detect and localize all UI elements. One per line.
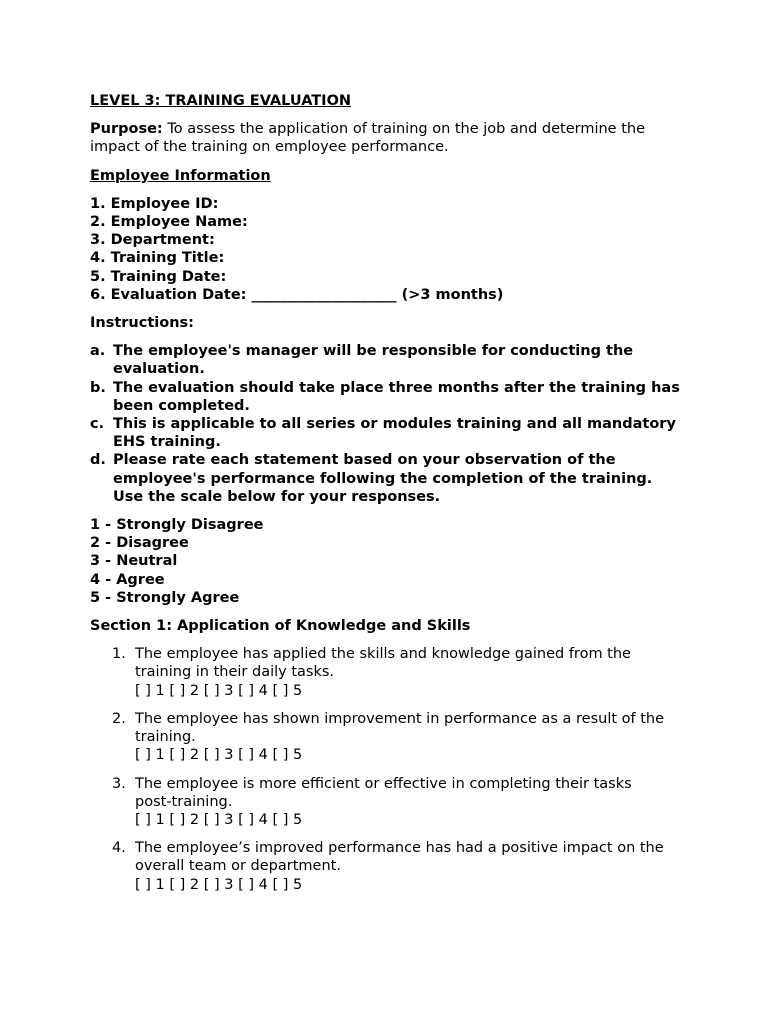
employee-info-item: 1. Employee ID:: [90, 195, 219, 212]
question-text: The employee has applied the skills and knowledge gained from the training in their daily tasks.: [135, 646, 631, 681]
document-content: [90, 92, 690, 894]
question-item: [112, 775, 690, 830]
employee-info-item: 5. Training Date:: [90, 268, 227, 285]
employee-info-item: 2. Employee Name:: [90, 214, 248, 231]
instruction-text: The evaluation should take place three months after the training has been completed.: [113, 379, 680, 414]
instructions-list: [90, 342, 690, 506]
purpose-text: To assess the application of training on the job and determine the impact of the training on employee performance.: [90, 121, 645, 156]
question-number: 4.: [112, 840, 126, 857]
employee-info-list: [90, 195, 690, 304]
question-text: The employee’s improved performance has had a positive impact on the overall team or department.: [135, 840, 664, 875]
instruction-item: [90, 415, 690, 451]
instruction-marker: a.: [90, 343, 106, 360]
instruction-text: This is applicable to all series or modules training and all mandatory EHS training.: [113, 416, 676, 451]
instruction-text: The employee's manager will be responsible for conducting the evaluation.: [113, 343, 634, 378]
question-text: The employee is more efficient or effective in completing their tasks post-training.: [135, 775, 632, 810]
question-body: [135, 710, 690, 765]
question-item: [112, 645, 690, 700]
rating-scale-item: 5 - Strongly Agree: [90, 589, 240, 606]
instructions-heading: Instructions:: [90, 315, 194, 332]
document-title: LEVEL 3: TRAINING EVALUATION: [90, 93, 352, 109]
instruction-item: [90, 379, 690, 415]
rating-scale-item: 1 - Strongly Disagree: [90, 517, 264, 534]
instruction-text: Please rate each statement based on your observation of the employee's performance following the completion of the training. Use the scale below for your responses.: [113, 452, 653, 505]
question-text: The employee has shown improvement in performance as a result of the training.: [135, 710, 665, 746]
instruction-item: [90, 451, 690, 506]
purpose-label: Purpose:: [90, 121, 163, 138]
employee-info-heading: Employee Information: [90, 167, 271, 184]
instruction-item: [90, 342, 690, 378]
question-item: [112, 839, 690, 894]
employee-info-item: 6. Evaluation Date: ____________________ (>3 months): [90, 286, 504, 303]
section-1-heading: Section 1: Application of Knowledge and Skills: [90, 618, 471, 635]
question-number: 1.: [112, 646, 126, 663]
instruction-marker: d.: [90, 452, 106, 469]
purpose-paragraph: [90, 120, 690, 156]
employee-info-item: 4. Training Title:: [90, 250, 225, 267]
employee-info-item: 3. Department:: [90, 232, 215, 249]
instruction-marker: b.: [90, 379, 106, 396]
question-body: [135, 645, 690, 700]
question-body: [135, 839, 690, 894]
rating-options[interactable]: [ ] 1 [ ] 2 [ ] 3 [ ] 4 [ ] 5: [135, 747, 303, 764]
rating-options[interactable]: [ ] 1 [ ] 2 [ ] 3 [ ] 4 [ ] 5: [135, 876, 303, 893]
rating-options[interactable]: [ ] 1 [ ] 2 [ ] 3 [ ] 4 [ ] 5: [135, 811, 303, 828]
question-number: 2.: [112, 710, 126, 727]
rating-scale-item: 2 - Disagree: [90, 535, 189, 552]
rating-scale-list: [90, 516, 690, 607]
question-body: [135, 775, 690, 830]
rating-options[interactable]: [ ] 1 [ ] 2 [ ] 3 [ ] 4 [ ] 5: [135, 682, 303, 699]
instruction-marker: c.: [90, 416, 105, 433]
section-1-questions: [90, 645, 690, 893]
rating-scale-item: 3 - Neutral: [90, 553, 178, 570]
question-item: [112, 710, 690, 765]
question-number: 3.: [112, 775, 126, 792]
rating-scale-item: 4 - Agree: [90, 571, 165, 588]
